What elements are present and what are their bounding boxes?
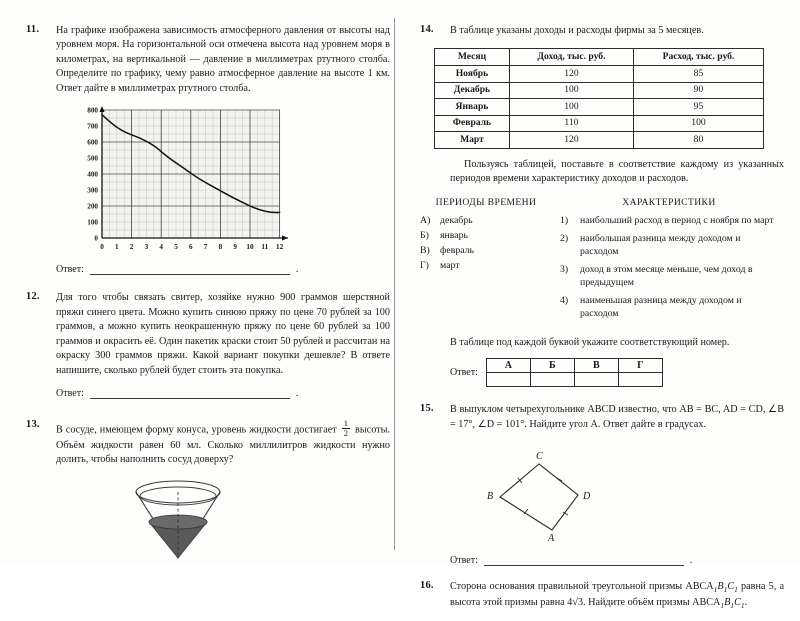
table-row	[435, 82, 764, 99]
period-label: февраль	[440, 244, 475, 256]
svg-text:11: 11	[261, 243, 269, 252]
problem-14-grid-instruction: В таблице под каждой буквой укажите соответствующий номер.	[450, 336, 730, 348]
fraction-denominator: 2	[343, 428, 349, 439]
prism-sub-1: 1	[713, 585, 718, 595]
answer-cell-b[interactable]	[530, 373, 574, 387]
svg-text:500: 500	[87, 155, 98, 164]
svg-text:400: 400	[87, 171, 98, 180]
problem-15-number: 15.	[420, 403, 434, 415]
answer-period: .	[295, 264, 299, 276]
cell-month: Март	[435, 132, 510, 149]
one-half-fraction	[342, 419, 350, 438]
answer-cell-a[interactable]	[486, 373, 530, 387]
svg-text:300: 300	[87, 187, 98, 196]
period-item	[420, 244, 552, 257]
svg-text:9: 9	[233, 243, 237, 252]
problem-14	[412, 24, 784, 38]
cell-income: 100	[509, 99, 633, 116]
characteristic-label: наименьшая разница между доходом и расходом	[580, 295, 742, 320]
period-key: А)	[420, 214, 431, 226]
svg-text:8: 8	[218, 243, 223, 252]
problem-14-instruction: Пользуясь таблицей, поставьте в соответствие каждому из указанных периодов времени характеристику доходов и расходов.	[450, 158, 784, 185]
period-key: Б)	[420, 229, 429, 241]
problem-13-text	[56, 419, 390, 467]
svg-text:4: 4	[159, 243, 163, 252]
column-divider	[394, 18, 395, 550]
period-item	[420, 229, 552, 242]
problem-13-number: 13.	[26, 419, 40, 431]
svg-text:200: 200	[87, 203, 98, 212]
characteristic-item	[560, 263, 778, 289]
income-expense-table	[434, 48, 764, 148]
svg-text:6: 6	[189, 243, 193, 252]
cell-income: 110	[509, 115, 633, 132]
period-key: Г)	[420, 260, 429, 272]
characteristic-key: 2)	[560, 232, 569, 244]
svg-text:3: 3	[144, 243, 149, 252]
problem-11-text: На графике изображена зависимость атмосферного давления от высоты над уровнем моря. На горизонтальной оси отмечена высота над уровнем моря в километрах, на вертикальной — давление в миллиметрах ртутного столба. Определите по графику, чему равно атмосферное давление на высоте 1 км. Ответ дайте в миллиметрах ртутного столба.	[56, 25, 390, 94]
cell-expense: 100	[633, 115, 763, 132]
cell-expense: 85	[633, 66, 763, 83]
characteristics-header: ХАРАКТЕРИСТИКИ	[622, 196, 716, 208]
fraction-numerator: 1	[343, 418, 349, 429]
answer-cell-g[interactable]	[618, 373, 662, 387]
cell-month: Февраль	[435, 115, 510, 132]
col-header-income: Доход, тыс. руб.	[509, 49, 633, 66]
cell-income: 120	[509, 132, 633, 149]
pressure-graph-figure	[18, 106, 390, 256]
svg-text:12: 12	[276, 243, 284, 252]
answer-label: Ответ:	[450, 555, 478, 567]
period-label: январь	[440, 229, 468, 241]
period-item	[420, 214, 552, 227]
problem-13-text-part1: В сосуде, имеющем форму конуса, уровень жидкости достигает	[56, 424, 337, 436]
cell-month: Декабрь	[435, 82, 510, 99]
problem-16-text-part1: Сторона основания правильной треугольной призмы ABCA	[450, 581, 714, 593]
period-item	[420, 259, 552, 272]
characteristic-item	[560, 232, 778, 258]
answer-grid-input-row[interactable]	[486, 373, 662, 387]
answer-grid-header-a: А	[486, 359, 530, 373]
problem-11-answer-row	[18, 264, 390, 275]
cell-month: Январь	[435, 99, 510, 116]
answer-label: Ответ:	[56, 388, 84, 400]
problem-14-answer-grid-row	[450, 358, 784, 387]
characteristics-column	[560, 197, 778, 326]
problem-16-text	[450, 580, 784, 611]
characteristic-key: 1)	[560, 214, 569, 226]
cell-month: Ноябрь	[435, 66, 510, 83]
problem-13	[18, 419, 390, 467]
quadrilateral-svg	[482, 442, 632, 542]
prism-sub-6: 1	[740, 600, 745, 610]
svg-text:0: 0	[100, 243, 104, 252]
svg-text:7: 7	[203, 243, 208, 252]
problem-15	[412, 403, 784, 432]
answer-label: Ответ:	[450, 367, 478, 379]
table-header-row	[435, 49, 764, 66]
svg-text:1: 1	[115, 243, 119, 252]
cell-income: 120	[509, 66, 633, 83]
left-column	[18, 0, 390, 571]
vertex-label-a: A	[548, 533, 555, 543]
characteristic-item	[560, 214, 778, 227]
answer-input-line[interactable]	[90, 388, 290, 399]
problem-16-text-part3: C	[727, 581, 735, 593]
characteristic-label: наибольший расход в период с ноября по март	[580, 214, 774, 226]
characteristic-key: 3)	[560, 264, 569, 276]
periods-header: ПЕРИОДЫ ВРЕМЕНИ	[435, 196, 537, 208]
problem-11	[18, 24, 390, 96]
svg-text:5: 5	[174, 243, 178, 252]
table-row	[435, 99, 764, 116]
answer-input-line[interactable]	[484, 555, 684, 566]
prism-sub-2: 1	[723, 585, 728, 595]
table-row	[435, 115, 764, 132]
periods-column	[420, 197, 552, 326]
problem-15-text: В выпуклом четырехугольнике ABCD известно, что AB = BC, AD = CD, ∠B = 17°, ∠D = 101°. Найдите угол A. Ответ дайте в градусах.	[450, 404, 784, 430]
problem-16-text-part6: C	[734, 596, 741, 608]
problem-16-text-part2: B	[717, 581, 724, 593]
cell-expense: 80	[633, 132, 763, 149]
problem-11-number: 11.	[26, 24, 40, 35]
period-label: декабрь	[440, 214, 473, 226]
answer-grid-header-g: Г	[618, 359, 662, 373]
characteristic-key: 4)	[560, 295, 569, 307]
characteristic-label: наибольшая разница между доходом и расходом	[580, 232, 741, 257]
answer-period: .	[295, 388, 299, 400]
period-key: В)	[420, 244, 430, 256]
cell-expense: 90	[633, 82, 763, 99]
prism-sub-3: 1	[734, 585, 738, 595]
characteristic-label: доход в этом месяце меньше, чем доход в предыдущем	[580, 264, 753, 289]
problem-12	[18, 291, 390, 378]
answer-grid-header-v: В	[574, 359, 618, 373]
problem-16-text-part4: равна 5, а высота этой призмы равна 4√3. Найдите объём призмы ABCA	[450, 581, 785, 608]
prism-sub-5: 1	[730, 600, 735, 610]
pressure-graph-svg	[64, 106, 290, 256]
vertex-label-b: B	[487, 491, 494, 503]
table-row	[435, 132, 764, 149]
problem-16-text-part7: .	[744, 596, 748, 608]
answer-cell-v[interactable]	[574, 373, 618, 387]
svg-text:700: 700	[87, 123, 98, 132]
answer-input-line[interactable]	[90, 264, 290, 275]
answer-label: Ответ:	[56, 264, 84, 276]
col-header-month: Месяц	[435, 49, 510, 66]
svg-text:0: 0	[94, 235, 98, 244]
cone-figure	[18, 478, 390, 571]
problem-14-number: 14.	[420, 24, 434, 35]
col-header-expense: Расход, тыс. руб.	[633, 49, 763, 66]
svg-text:10: 10	[246, 243, 254, 252]
characteristic-item	[560, 294, 778, 320]
problem-16-text-part5: B	[724, 596, 731, 608]
prism-sub-4: 1	[720, 600, 725, 610]
problem-12-text: Для того чтобы связать свитер, хозяйке нужно 900 граммов шерстяной пряжи синего цвета. Можно купить синюю пряжу по цене 70 рублей за 100 граммов, а можно купить неокрашенную пряжу по цене 60 рублей за 100 граммов и окрасить её. Один пакетик краски стоит 50 рублей и рассчитан на окраску 300 граммов пряжи. Какой вариант покупки дешевле? В ответе напишите, сколько рублей будет стоить эта покупка.	[56, 292, 390, 376]
svg-text:2: 2	[129, 243, 134, 252]
problem-13-text-part2: высоты. Объём жидкости равен 60 мл. Сколько миллилитров жидкости нужно долить, чтобы наполнить сосуд доверху?	[56, 424, 390, 466]
problem-16	[412, 580, 784, 611]
svg-text:100: 100	[87, 219, 98, 228]
answer-grid-header-row	[486, 359, 662, 373]
svg-text:800: 800	[87, 107, 98, 116]
cell-expense: 95	[633, 99, 763, 116]
cell-income: 100	[509, 82, 633, 99]
answer-period: .	[689, 555, 693, 567]
matching-section	[420, 197, 784, 326]
cone-svg	[118, 478, 238, 566]
vertex-label-c: C	[536, 451, 543, 463]
problem-12-answer-row	[18, 388, 390, 399]
problem-15-answer-row	[412, 555, 784, 566]
svg-text:600: 600	[87, 139, 98, 148]
right-column	[412, 0, 784, 621]
problem-12-number: 12.	[26, 291, 40, 303]
problem-14-text: В таблице указаны доходы и расходы фирмы за 5 месяцев.	[450, 25, 704, 36]
answer-grid-header-b: Б	[530, 359, 574, 373]
problem-16-number: 16.	[420, 580, 434, 592]
table-row	[435, 66, 764, 83]
quadrilateral-figure	[412, 442, 784, 547]
vertex-label-d: D	[583, 491, 591, 503]
matching-answer-grid[interactable]	[486, 358, 663, 387]
period-label: март	[440, 260, 460, 272]
